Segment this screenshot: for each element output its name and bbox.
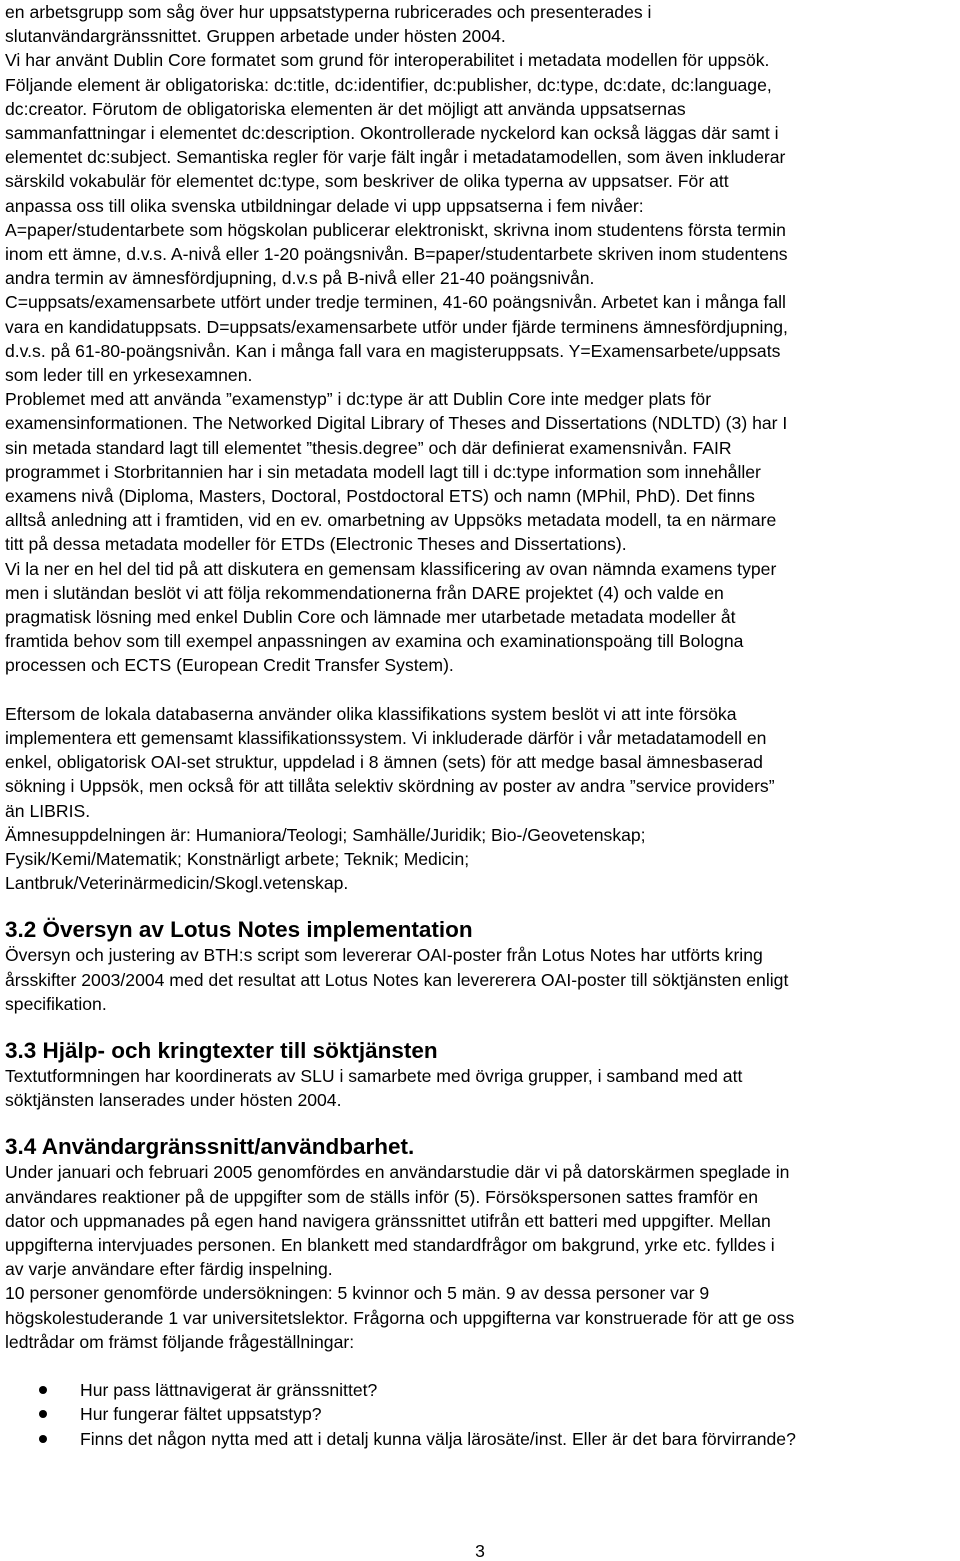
text-line: sökning i Uppsök, men också för att tillåta selektiv skördning av poster av andra ”service providers” [5, 776, 775, 797]
list-item [5, 1427, 955, 1451]
text-line: Eftersom de lokala databaserna använder olika klassifikations system beslöt vi att inte försöka [5, 703, 737, 724]
text-line: framtida behov som till exempel anpassningen av examina och examinationspoäng till Bologna [5, 631, 744, 652]
list-item-text: Hur fungerar fältet uppsatstyp? [80, 1404, 322, 1425]
list-item-text: Finns det någon nytta med att i detalj kunna välja lärosäte/inst. Eller är det bara förvirrande? [80, 1428, 796, 1449]
text-line: sin metada standard lagt till elementet ”thesis.degree” och där definierat examensnivån. FAIR [5, 437, 732, 458]
text-line: processen och ECTS (European Credit Transfer System). [5, 655, 454, 676]
question-list [5, 1378, 955, 1451]
text-line: d.v.s. på 61-80-poängsnivån. Kan i många fall vara en magisteruppsats. Y=Examensarbete/uppsats [5, 340, 781, 361]
text-line: än LIBRIS. [5, 800, 91, 821]
text-line: men i slutändan beslöt vi att följa rekommendationerna från DARE projektet (4) och valde en [5, 582, 724, 603]
text-line: Under januari och februari 2005 genomfördes en användarstudie där vi på datorskärmen speglade in [5, 1162, 790, 1183]
text-line: Fysik/Kemi/Matematik; Konstnärligt arbete; Teknik; Medicin; [5, 848, 470, 869]
text-line: examens nivå (Diploma, Masters, Doctoral, Postdoctoral ETS) och namn (MPhil, PhD). Det finns [5, 486, 755, 507]
subject-sets-paragraph [5, 702, 955, 896]
text-line: årsskifter 2003/2004 med det resultat att Lotus Notes kan levererera OAI-poster till söktjänsten enligt [5, 969, 789, 990]
text-line: sammanfattningar i elementet dc:description. Okontrollerade nyckelord kan också läggas där samt i [5, 123, 779, 144]
text-line: Vi har använt Dublin Core formatet som grund för interoperabilitet i metadata modellen för uppsök. [5, 50, 770, 71]
page-number: 3 [475, 1541, 485, 1561]
text-line: titt på dessa metadata modeller för ETDs (Electronic Theses and Dissertations). [5, 534, 627, 555]
text-line: användares reaktioner på de uppgifter som de ställs inför (5). Försökspersonen sattes framför en [5, 1186, 759, 1207]
text-line: 10 personer genomförde undersökningen: 5 kvinnor och 5 män. 9 av dessa personer var 9 [5, 1283, 710, 1304]
text-line: inom ett ämne, d.v.s. A-nivå eller 1-20 poängsnivån. B=paper/studentarbete skriven inom studentens [5, 244, 788, 265]
text-line: pragmatisk lösning med enkel Dublin Core och lämnade mer utarbetade metadata modeller åt [5, 607, 736, 628]
text-line: Översyn och justering av BTH:s script som levererar OAI-poster från Lotus Notes har utförts kring [5, 945, 763, 966]
bullet-icon [39, 1386, 47, 1394]
section-body-usability [5, 1160, 955, 1354]
list-item [5, 1402, 955, 1426]
section-gap [5, 1016, 955, 1038]
list-gap [5, 1354, 955, 1378]
text-line: av varje användare efter färdig inspelning. [5, 1259, 333, 1280]
text-line: andra termin av ämnesfördjupning, d.v.s på B-nivå eller 21-40 poängsnivån. [5, 268, 595, 289]
text-line: slutanvändargränssnittet. Gruppen arbetade under hösten 2004. [5, 26, 506, 47]
section-gap [5, 895, 955, 917]
section-gap [5, 1112, 955, 1134]
text-line: programmet i Storbritannien har i sin metadata modell lagt till i dc:type information som innehåller [5, 461, 761, 482]
document-page [5, 0, 955, 1451]
text-line: examensinformationen. The Networked Digital Library of Theses and Dissertations (NDLTD) (3) har I [5, 413, 788, 434]
metadata-model-paragraphs [5, 0, 955, 678]
text-line: Vi la ner en hel del tid på att diskutera en gemensam klassificering av ovan nämnda examens typer [5, 558, 777, 579]
section-heading-help-texts: 3.3 Hjälp- och kringtexter till söktjänsten [5, 1037, 438, 1063]
text-line: särskild vokabulär för elementet dc:type, som beskriver de olika typerna av uppsatser. För att [5, 171, 729, 192]
text-line: högskolestuderande 1 var universitetslektor. Frågorna och uppgifterna var konstruerade för att ge oss [5, 1307, 795, 1328]
text-line: implementera ett gemensamt klassifikationssystem. Vi inkluderade därför i vår metadatamodell en [5, 727, 767, 748]
text-line: dc:creator. Förutom de obligatoriska elementen är det möjligt att använda uppsatsernas [5, 98, 686, 119]
text-line: Textutformningen har koordinerats av SLU i samarbete med övriga grupper, i samband med att [5, 1065, 743, 1086]
section-heading-usability: 3.4 Användargränssnitt/användbarhet. [5, 1134, 415, 1160]
text-line: anpassa oss till olika svenska utbildningar delade vi upp uppsatserna i fem nivåer: [5, 195, 644, 216]
section-body-help-texts [5, 1064, 955, 1112]
text-line: uppgifterna intervjuades personen. En blankett med standardfrågor om bakgrund, yrke etc. fylldes i [5, 1234, 775, 1255]
text-line: ledtrådar om främst följande frågeställningar: [5, 1331, 355, 1352]
text-line: som leder till en yrkesexamnen. [5, 365, 253, 386]
text-line: Problemet med att använda ”examenstyp” i dc:type är att Dublin Core inte medger plats för [5, 389, 712, 410]
text-line: Ämnesuppdelningen är: Humaniora/Teologi; Samhälle/Juridik; Bio-/Geovetenskap; [5, 824, 646, 845]
text-line: Lantbruk/Veterinärmedicin/Skogl.vetenskap. [5, 873, 349, 894]
text-line: specifikation. [5, 993, 107, 1014]
text-line: dator och uppmanades på egen hand navigera gränssnittet utifrån ett batteri med uppgifter. Mellan [5, 1210, 771, 1231]
text-line: vara en kandidatuppsats. D=uppsats/examensarbete utför under fjärde terminens ämnesfördjupning, [5, 316, 788, 337]
text-line: söktjänsten lanserades under hösten 2004. [5, 1090, 342, 1111]
list-item-text: Hur pass lättnavigerat är gränssnittet? [80, 1379, 378, 1400]
text-line: elementet dc:subject. Semantiska regler för varje fält ingår i metadatamodellen, som även inkluderar [5, 147, 786, 168]
bullet-icon [39, 1435, 47, 1443]
paragraph-gap [5, 678, 955, 702]
text-line: C=uppsats/examensarbete utfört under tredje terminen, 41-60 poängsnivån. Arbetet kan i många fall [5, 292, 786, 313]
text-line: alltså anledning att i framtiden, vid en ev. omarbetning av Uppsöks metadata modell, ta en närmare [5, 510, 777, 531]
text-line: enkel, obligatorisk OAI-set struktur, uppdelad i 8 ämnen (sets) för att medge basal ämnesbaserad [5, 752, 763, 773]
bullet-icon [39, 1410, 47, 1418]
text-line: en arbetsgrupp som såg över hur uppsatstyperna rubricerades och presenterades i [5, 2, 652, 22]
text-line: A=paper/studentarbete som högskolan publicerar elektroniskt, skrivna inom studentens första termin [5, 219, 786, 240]
section-heading-lotus-notes: 3.2 Översyn av Lotus Notes implementation [5, 917, 473, 943]
list-item [5, 1378, 955, 1402]
section-body-lotus-notes [5, 943, 955, 1016]
text-line: Följande element är obligatoriska: dc:title, dc:identifier, dc:publisher, dc:type, dc:date, dc:language, [5, 74, 772, 95]
